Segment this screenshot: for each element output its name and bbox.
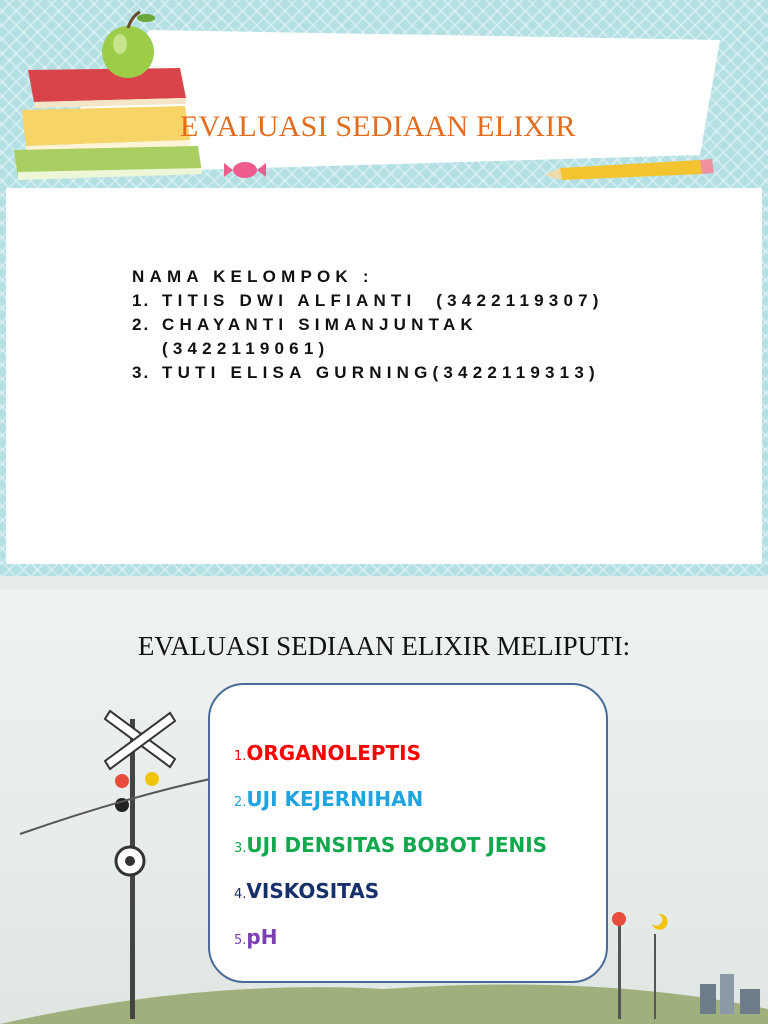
apple-icon <box>102 12 155 78</box>
group-heading: NAMA KELOMPOK : <box>132 267 374 286</box>
list-item: 4.VISKOSITAS <box>234 879 380 903</box>
crossing-sign-icon <box>105 711 175 1019</box>
list-item: 2.UJI KEJERNIHAN <box>234 787 424 811</box>
banner-decoration <box>0 0 768 185</box>
slide-heading: EVALUASI SEDIAAN ELIXIR MELIPUTI: <box>137 631 631 661</box>
books-icon <box>14 68 202 180</box>
title-banner <box>0 0 768 180</box>
list-item: 1. TITIS DWI ALFIANTI (3422119307) <box>132 291 604 310</box>
slide-title: EVALUASI SEDIAAN ELIXIR <box>180 110 576 143</box>
list-item: 5.pH <box>234 925 278 949</box>
evaluation-list-box <box>208 683 608 983</box>
member-list <box>132 265 732 385</box>
list-item: 1.ORGANOLEPTIS <box>234 741 421 765</box>
houses-icon <box>700 974 760 1014</box>
pencil-icon <box>545 159 714 180</box>
list-item-continuation: (3422119061) <box>162 339 330 358</box>
list-item: 3.UJI DENSITAS BOBOT JENIS <box>234 833 548 857</box>
list-item: 2. CHAYANTI SIMANJUNTAK <box>132 315 478 334</box>
slide-2 <box>0 589 768 1024</box>
list-item: 3. TUTI ELISA GURNING(3422119313) <box>132 363 600 382</box>
